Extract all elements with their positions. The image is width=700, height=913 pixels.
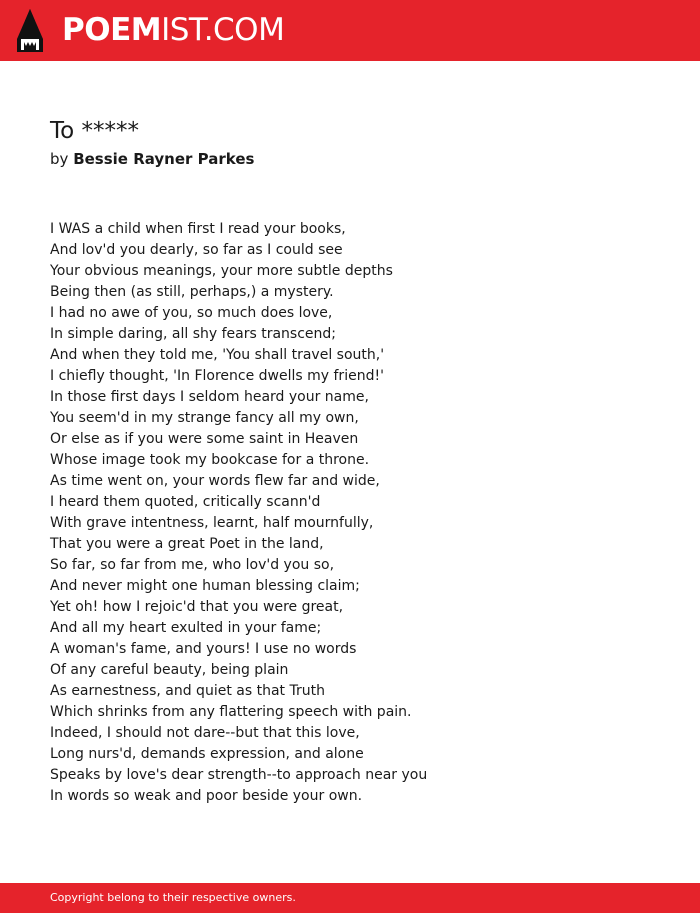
- poem-line: And lov'd you dearly, so far as I could see: [50, 242, 343, 258]
- brand-bold: POEM: [62, 12, 162, 48]
- poem-line: I had no awe of you, so much does love,: [50, 305, 333, 321]
- site-header: [0, 0, 700, 61]
- poem-line: You seem'd in my strange fancy all my own,: [50, 410, 359, 426]
- poem-line: That you were a great Poet in the land,: [50, 536, 324, 552]
- poem-line: A woman's fame, and yours! I use no words: [50, 641, 357, 657]
- brand-light: IST.COM: [161, 12, 285, 48]
- author-name: Bessie Rayner Parkes: [73, 150, 255, 168]
- copyright-text: Copyright belong to their respective owners.: [50, 891, 296, 904]
- poem-line: Being then (as still, perhaps,) a mystery.: [50, 284, 334, 300]
- poem-line: I WAS a child when first I read your books,: [50, 221, 346, 237]
- poem-body: [50, 219, 650, 807]
- poem-line: I heard them quoted, critically scann'd: [50, 494, 321, 510]
- poem-line: Yet oh! how I rejoic'd that you were great,: [50, 599, 344, 615]
- poem-line: And when they told me, 'You shall travel south,': [50, 347, 385, 363]
- poem-line: Speaks by love's dear strength--to approach near you: [50, 767, 428, 783]
- pencil-icon[interactable]: [17, 9, 43, 52]
- poem-line: And never might one human blessing claim;: [50, 578, 360, 594]
- poem-line: In simple daring, all shy fears transcend;: [50, 326, 336, 342]
- poem-title: To *****: [50, 118, 140, 144]
- poem-line: With grave intentness, learnt, half mournfully,: [50, 515, 374, 531]
- poem-line: Which shrinks from any flattering speech with pain.: [50, 704, 412, 720]
- site-footer: [0, 883, 700, 913]
- poem-line: In those first days I seldom heard your name,: [50, 389, 369, 405]
- poem-byline: [50, 148, 254, 170]
- poem-line: Your obvious meanings, your more subtle depths: [50, 263, 393, 279]
- by-label: by: [50, 150, 69, 168]
- poem-line: Long nurs'd, demands expression, and alone: [50, 746, 364, 762]
- poem-line: Of any careful beauty, being plain: [50, 662, 289, 678]
- site-logo[interactable]: [62, 11, 284, 49]
- poem-line: So far, so far from me, who lov'd you so,: [50, 557, 335, 573]
- poem-line: Or else as if you were some saint in Heaven: [50, 431, 359, 447]
- poem-line: I chiefly thought, 'In Florence dwells my friend!': [50, 368, 384, 384]
- poem-line: Indeed, I should not dare--but that this love,: [50, 725, 360, 741]
- poem-line: In words so weak and poor beside your own.: [50, 788, 363, 804]
- poem-line: Whose image took my bookcase for a throne.: [50, 452, 370, 468]
- poem-line: And all my heart exulted in your fame;: [50, 620, 322, 636]
- poem-line: As earnestness, and quiet as that Truth: [50, 683, 325, 699]
- poem-line: As time went on, your words flew far and wide,: [50, 473, 380, 489]
